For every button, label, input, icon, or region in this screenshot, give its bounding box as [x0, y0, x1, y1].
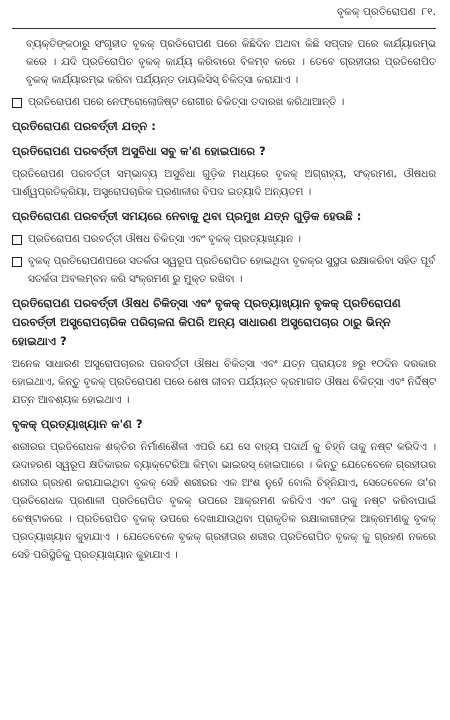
problems-question-heading: ପ୍ରତିରୋପଣ ପରବର୍ତ୍ତୀ ଅସୁବିଧା ସବୁ କ'ଣ ହୋଇପାରେ ?	[12, 144, 266, 158]
care-heading: ପ୍ରତିରୋପଣ ପରବର୍ତ୍ତୀ ଯତ୍ନ :	[12, 119, 156, 133]
header-title: ବୃକକ୍ ପ୍ରତିରୋପଣ	[336, 6, 416, 18]
problems-paragraph: ପ୍ରତିରୋପଣ ପରବର୍ତ୍ତୀ ସମ୍ଭାବ୍ୟ ଅସୁବିଧା ଗୁଡ଼ିକ ମଧ୍ୟରେ ବୃକକ୍ ଅଗ୍ରାହ୍ୟ, ସଂକ୍ରମଣ, ଔଷଧର ପାର୍ଶ୍ୱପ୍ରତିକ୍ରିୟା, ଅସ୍ତ୍ରୋପଚାରିକ ପ୍ରଣାଳୀର ବିପଦ ଇତ୍ୟାଦି ଅନ୍ୟତମ ।	[12, 168, 436, 198]
main-care-heading: ପ୍ରତିରୋପଣ ପରବର୍ତ୍ତୀ ସମୟରେ ନେବାକୁ ଥିବା ପ୍ରମୁଖ ଯତ୍ନ ଗୁଡ଼ିକ ହେଉଛି :	[12, 209, 362, 223]
rejection-paragraph: ଶରୀରର ପ୍ରତିରୋଧକ ଶକ୍ତିର ନିର୍ମାଣଶୈଳୀ ଏପରି ଯେ ସେ ବାହ୍ୟ ପଦାର୍ଥ କୁ ଚିହ୍ନି ତାକୁ ନଷ୍ଟ କରିଦିଏ । ଉଦାହରଣ ସ୍ୱରୂପ କ୍ଷତିକାରକ ବ୍ୟାକ୍ଟେରିଆ କିମ୍ବା ଭାଇରସ୍ ହୋଇପାରେ । କିନ୍ତୁ ଯେତେବେଳେ ଗ୍ରହୀତାର ଶରୀର ଗ୍ରହଣ କରାଯାଇଥିବା ବୃକକ୍ ସେହି ଶରୀରର ଏକ ଅଂଶ ନୁହେଁ ବୋଲି ଚିହ୍ନିଯାଏ, ସେତେବେଳେ ତା'ର ପ୍ରତିରୋଧକ ପ୍ରଣାଳୀ ପ୍ରତିରୋପିତ ବୃକକ୍ ଉପରେ ଆକ୍ରମଣ କରିଦିଏ ଏବଂ ତାକୁ ନଷ୍ଟ କରିବାପାଇଁ ଚେଷ୍ଟାକରେ । ପ୍ରତିରୋପିତ ବୃକକ୍ ଉପରେ ଦେଖାଯାଉଥିବା ପ୍ରାକୃତିକ ରକ୍ଷାକାରୀଙ୍କ ଆକ୍ରମଣକୁ ବୃକକ୍ ପ୍ରତ୍ୟାଖ୍ୟାନ କୁହାଯାଏ । ଯେତେବେଳେ ବୃକକ୍ ଗ୍ରହୀତାର ଶରୀର ପ୍ରତିରୋପିତ ବୃକକ୍ କୁ ଗ୍ରହଣ ନକରେ ସେହି ପରିସ୍ଥିତିକୁ ପ୍ରତ୍ୟାଖ୍ୟାନ କୁହାଯାଏ ।	[12, 441, 436, 561]
medication-heading: ପ୍ରତିରୋପଣ ପରବର୍ତ୍ତୀ ଔଷଧ ଚିକିତ୍ସା ଏବଂ ବୃକକ୍ ପ୍ରତ୍ୟାଖ୍ୟାନ ବୃକକ୍ ପ୍ରତିରୋପଣ ପରବର୍ତ୍ତୀ ଅସ୍ତ୍ରୋପଚାରିକ ପରିଚାଳନା କିପରି ଅନ୍ୟ ସାଧାରଣ ଅସ୍ତ୍ରୋପଚାର ଠାରୁ ଭିନ୍ନ ହୋଇଥାଏ ?	[12, 296, 401, 348]
rejection-heading: ବୃକକ୍ ପ୍ରତ୍ୟାଖ୍ୟାନ କ'ଣ ?	[12, 417, 143, 431]
checkbox-bullet-icon	[12, 257, 22, 267]
bullet-item	[12, 252, 436, 288]
bullet-text: ପ୍ରତିରୋପଣ ପରବର୍ତ୍ତୀ ଔଷଧ ଚିକିତ୍ସା ଏବଂ ବୃକକ୍ ପ୍ରତ୍ୟାଖ୍ୟାନ ।	[28, 233, 301, 245]
checkbox-bullet-icon	[12, 98, 22, 108]
bullet-text: ପ୍ରତିରୋପଣ ପରେ ନେଫ୍ରୋଲୋଜିଷ୍ଟ ରୋଗୀର ଚିକିତ୍ସା ତଦାରଖ କରିଥାଆନ୍ତି ।	[28, 96, 345, 108]
bullet-text: ବୃକକ୍ ପ୍ରତିରୋପଣପରେ ସତର୍କତା ସ୍ୱରୂପ ପ୍ରତିରୋପିତ ହୋଇଥିବା ବୃକକ୍‌ର ସୁସ୍ଥତା ରକ୍ଷାକରିବା ସହିତ ପୂର୍ବ ସତର୍କତା ଅବଲମ୍ବନ କରି ସଂକ୍ରମଣ ରୁ ମୁକ୍ତ ରଖିବା ।	[28, 255, 436, 285]
running-header	[12, 0, 436, 29]
page-number: ୮୧.	[421, 6, 436, 18]
medication-paragraph: ଅନେକ ସାଧାରଣ ଅସ୍ତ୍ରୋପଚାରର ପରବର୍ତ୍ତୀ ଔଷଧ ଚିକିତ୍ସା ଏବଂ ଯତ୍ନ ପ୍ରାୟତଃ ୭ରୁ ୧୦ଦିନ ଦରକାର ହୋଇଥାଏ, କିନ୍ତୁ ବୃକକ୍ ପ୍ରତିରୋପଣ ପରେ ଶେଷ ଜୀବନ ପର୍ଯ୍ୟନ୍ତ କ୍ରମାଗତ ଔଷଧ ଚିକିତ୍ସା ଏବଂ ନିର୍ଦ୍ଦିଷ୍ଟ ଯତ୍ନ ଆବଶ୍ୟକ ହୋଇଥାଏ ।	[12, 358, 436, 406]
intro-paragraph: ବ୍ୟକ୍ତିଙ୍କଠାରୁ ସଂଗୃହୀତ ବୃକକ୍ ପ୍ରତିରୋପଣ ପରେ କିଛିଦିନ ଅଥବା କିଛି ସପ୍ତାହ ପରେ କାର୍ଯ୍ୟାରମ୍ଭ କରେ । ଯଦି ପ୍ରତିରୋପିତ ବୃକକ୍ କାର୍ଯ୍ୟ କରିବାରେ ବିଳମ୍ବ କରେ । ତେବେ ଗ୍ରହୀତାର ପ୍ରତିରୋପିତ ବୃକକ୍ କାର୍ଯ୍ୟାରମ୍ଭ କରିବା ପର୍ଯ୍ୟନ୍ତ ଡାୟଲିସିସ୍ ଚିକିତ୍ସା କରାଯାଏ ।	[26, 38, 436, 86]
page-content	[12, 29, 436, 564]
bullet-item	[12, 230, 436, 248]
bullet-item	[12, 93, 436, 111]
checkbox-bullet-icon	[12, 235, 22, 245]
